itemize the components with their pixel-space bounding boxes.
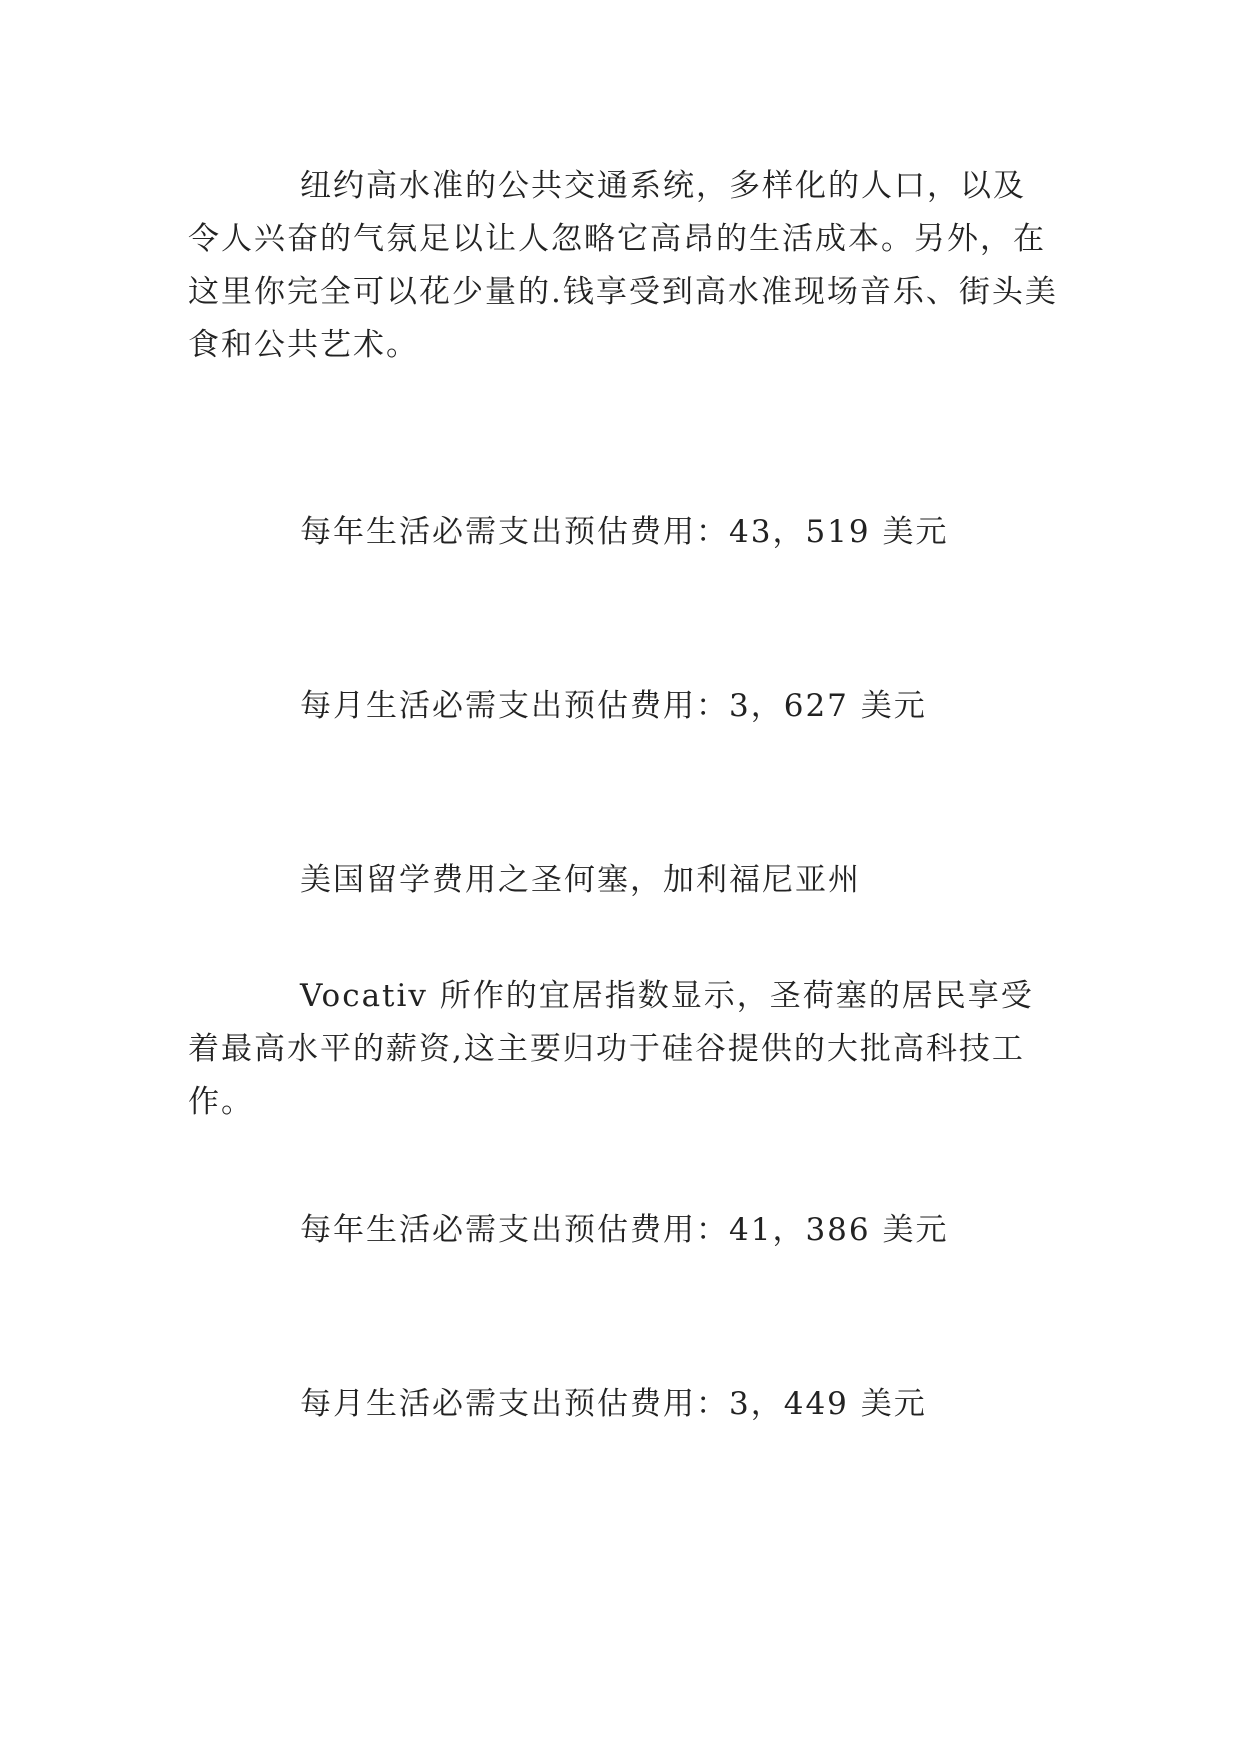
paragraph-san-jose: Vocativ 所作的宜居指数显示，圣荷塞的居民享受着最高水平的薪资,这主要归功于硅谷提供的大批高科技工作。 xyxy=(188,978,1034,1120)
new-york-monthly-cost: 每月生活必需支出预估费用：3，627 美元 xyxy=(300,688,927,724)
new-york-yearly-cost: 每年生活必需支出预估费用：43，519 美元 xyxy=(300,514,949,550)
san-jose-yearly-cost: 每年生活必需支出预估费用：41，386 美元 xyxy=(300,1212,949,1248)
san-jose-monthly-cost: 每月生活必需支出预估费用：3，449 美元 xyxy=(300,1386,927,1422)
san-jose-heading: 美国留学费用之圣何塞，加利福尼亚州 xyxy=(300,862,861,898)
paragraph-new-york: 纽约高水准的公共交通系统，多样化的人口，以及令人兴奋的气氛足以让人忽略它高昂的生活成本。另外，在这里你完全可以花少量的.钱享受到高水准现场音乐、街头美食和公共艺术。 xyxy=(188,168,1058,363)
